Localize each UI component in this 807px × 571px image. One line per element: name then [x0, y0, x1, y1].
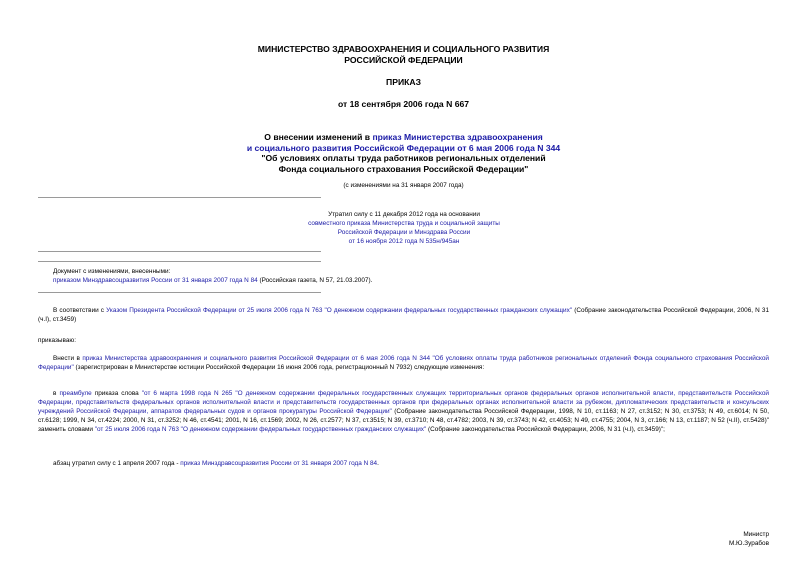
paragraph-preamble: в преамбуле приказа слова "от 6 марта 1998 года N 265 "О денежном содержании федеральных государственных служащих территориальных органов федеральных органов исполнительной власти, представительств Российской Федерации, представительств федеральных органов исполнительной власти и представительств государственных органов при федеральных органах исполнительной власти за рубежом, дипломатических представительств и консульских учреждений Российской Федерации, аппаратов федеральных судов и органов прокуратуры Российской Федерации" (Собрание законодательства Российской Федерации, 1998, N 10, ст.1163; N 27, ст.3152; N 30, ст.3753; N 49, ст.6014; N 50, ст.6128; 1999, N 34, ст.4224; 2000, N 31, ст.3252; N 46, ст.4541; 2001, N 16, ст.1569; 2002, N 26, ст.2577; N 37, ст.3515; N 39, ст.3710; N 48, ст.4782; 2003, N 39, ст.3743; N 42, ст.4053; N 49, ст.4755; 2004, N 3, ст.166; N 13, ст.1187; N 52 (ч.II), ст.5428)" заменить словами "от 25 июля 2006 года N 763 "О денежном содержании федеральных государственных гражданских служащих" (Собрание законодательства Российской Федерации, 2006, N 31 (ч.I), ст.3459)"; — [38, 390, 769, 433]
amendment-note: (с изменениями на 31 января 2007 года) — [343, 182, 464, 189]
divider — [38, 292, 321, 293]
paragraph-order: приказываю: — [38, 337, 76, 344]
paragraph-expired-abzac: абзац утратил силу с 1 апреля 2007 года - приказ Минздравсоцразвития России от 31 января 2007 года N 84. — [53, 460, 379, 467]
link-ukaz-763-2[interactable]: "от 25 июля 2006 года N 763 "О денежном содержании федеральных государственных гражданских служащих" — [94, 425, 427, 433]
title-line-1: О внесении изменений в приказ Министерства здравоохранения — [264, 132, 543, 142]
signature — [569, 531, 769, 549]
expired-line-1: Утратил силу с 11 декабря 2012 года на основании — [328, 211, 480, 218]
expired-link-joint-order-2[interactable]: Российской Федерации и Минздрава России — [337, 228, 471, 236]
link-ukaz-763[interactable]: Указом Президента Российской Федерации от 25 июля 2006 года N 763 "О денежном содержании федеральных государственных гражданских служащих" — [106, 307, 573, 314]
paragraph-amend: Внести в приказ Министерства здравоохранения и социального развития Российской Федерации от 6 мая 2006 года N 344 "Об условиях оплаты труда работников региональных отделений Фонда социального страхования Российской Федерации" (зарегистрирован в Министерстве юстиции Российской Федерации 16 июня 2006 года, регистрационный N 7932) следующие изменения: — [38, 355, 769, 371]
changes-note: Документ с изменениями, внесенными: приказом Минздравсоцразвития России от 31 января 2007 года N 84 (Российская газета, N 57, 21.03.2007). — [53, 268, 753, 286]
link-prikaz-344[interactable]: приказ Министерства здравоохранения и социального развития Российской Федерации от 6 мая 2006 года N 344 "Об условиях оплаты труда работников региональных отделений Фонда социального страхования Российской Федерации" — [38, 355, 769, 371]
link-ukaz-265[interactable]: "от 6 марта 1998 года N 265 "О денежном содержании федеральных государственных служащих территориальных органов федеральных органов исполнительной власти, представительств Российской Федерации, представительств федеральных органов исполнительной власти и представительств государственных органов при федеральных органах исполнительной власти за рубежом, дипломатических представительств и консульских учреждений Российской Федерации, аппаратов федеральных судов и органов прокуратуры Российской Федерации" — [38, 390, 769, 415]
title-link-prikaz-344[interactable]: приказ Министерства здравоохранения — [372, 132, 543, 142]
expired-notice — [38, 211, 770, 247]
title-link-prikaz-344-cont[interactable]: и социального развития Российской Федерации от 6 мая 2006 года N 344 — [246, 142, 561, 153]
doc-date-number: от 18 сентября 2006 года N 667 — [337, 99, 470, 109]
link-order-84[interactable]: приказ Минздравсоцразвития России от 31 января 2007 года N 84 — [180, 460, 378, 467]
title-line-3: "Об условиях оплаты труда работников региональных отделений — [261, 153, 546, 163]
ministry-line-1: МИНИСТЕРСТВО ЗДРАВООХРАНЕНИЯ И СОЦИАЛЬНОГО РАЗВИТИЯ — [257, 44, 550, 54]
expired-link-joint-order-3[interactable]: от 16 ноября 2012 года N 535н/945ан — [348, 237, 460, 245]
signature-title: Министр — [743, 531, 769, 538]
ministry-line-2: РОССИЙСКОЙ ФЕДЕРАЦИИ — [344, 54, 463, 65]
divider — [38, 261, 321, 262]
ministry-header — [0, 44, 807, 65]
expired-link-joint-order[interactable]: совместного приказа Министерства труда и социальной защиты — [308, 219, 500, 227]
changes-link-order-84[interactable]: приказом Минздравсоцразвития России от 31 января 2007 года N 84 — [53, 276, 258, 284]
doc-title — [0, 132, 807, 174]
divider — [38, 251, 321, 252]
link-preamble[interactable]: преамбуле — [59, 390, 92, 397]
title-line-4: Фонда социального страхования Российской Федерации" — [278, 163, 529, 174]
paragraph-basis: В соответствии с Указом Президента Российской Федерации от 25 июля 2006 года N 763 "О денежном содержании федеральных государственных гражданских служащих" (Собрание законодательства Российской Федерации, 2006, N 31 (ч.I), ст.3459) — [38, 307, 769, 323]
changes-note-label: Документ с изменениями, внесенными: — [53, 268, 171, 275]
doc-type: ПРИКАЗ — [386, 77, 421, 87]
signature-name: М.Ю.Зурабов — [728, 539, 769, 547]
divider — [38, 197, 321, 198]
